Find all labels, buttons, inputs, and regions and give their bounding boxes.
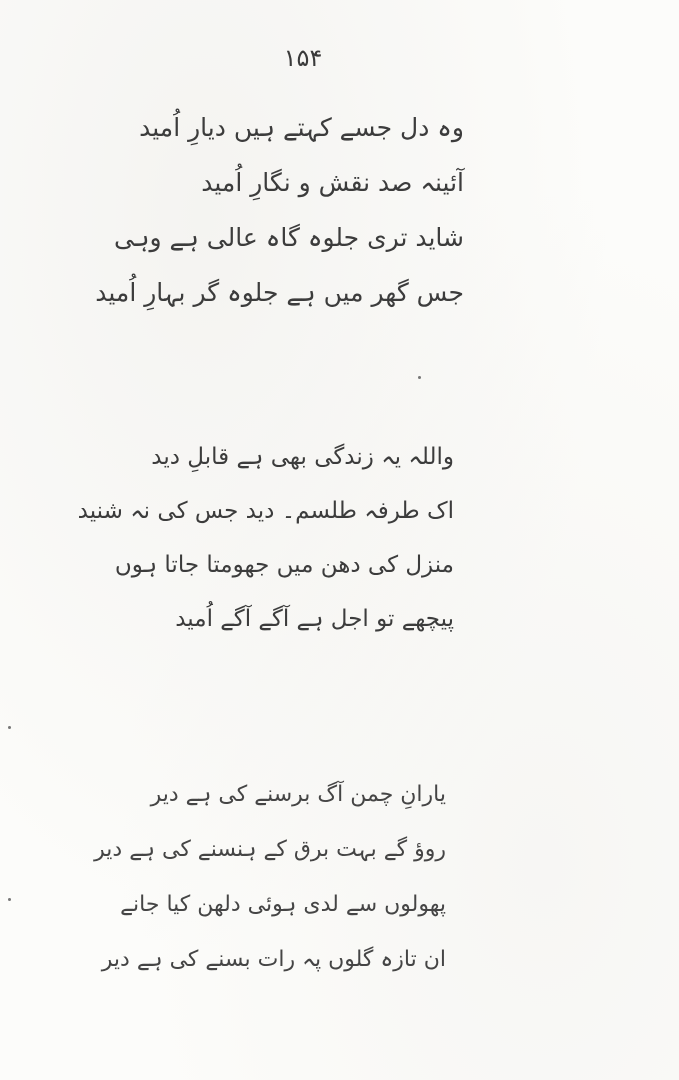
stanza-1-line-3: شاید تری جلوہ گاہ عالی ہے وہی <box>114 223 464 252</box>
stanza-1-line-1: وہ دل جسے کہتے ہیں دیارِ اُمید <box>139 113 464 142</box>
stanza-1 <box>95 100 464 320</box>
page-number: ۱۵۴ <box>283 44 323 72</box>
stanza-2-line-3: منزل کی دھن میں جھومتا جاتا ہوں <box>114 552 454 578</box>
stanza-2 <box>77 430 454 646</box>
stanza-2-line-2: اک طرفہ طلسم۔ دید جس کی نہ شنید <box>77 498 454 524</box>
stanza-3-line-3: پھولوں سے لدی ہوئی دلھن کیا جانے <box>120 892 446 917</box>
stanza-3-line-4: ان تازہ گلوں پہ رات بسنے کی ہے دیر <box>101 947 446 972</box>
stanza-3 <box>94 767 446 987</box>
stanza-1-line-2: آئینہ صد نقش و نگارِ اُمید <box>201 168 464 197</box>
stanza-3-line-2: روؤ گے بہت برق کے ہنسنے کی ہے دیر <box>94 837 446 862</box>
ink-speck <box>8 726 11 729</box>
ink-speck <box>8 898 11 901</box>
stanza-2-line-1: واللہ یہ زندگی بھی ہے قابلِ دید <box>151 444 454 470</box>
ink-speck <box>418 376 421 379</box>
stanza-1-line-4: جس گھر میں ہے جلوہ گر بہارِ اُمید <box>95 278 464 307</box>
stanza-3-line-1: یارانِ چمن آگ برسنے کی ہے دیر <box>150 782 446 807</box>
stanza-2-line-4: پیچھے تو اجل ہے آگے آگے اُمید <box>175 606 454 632</box>
